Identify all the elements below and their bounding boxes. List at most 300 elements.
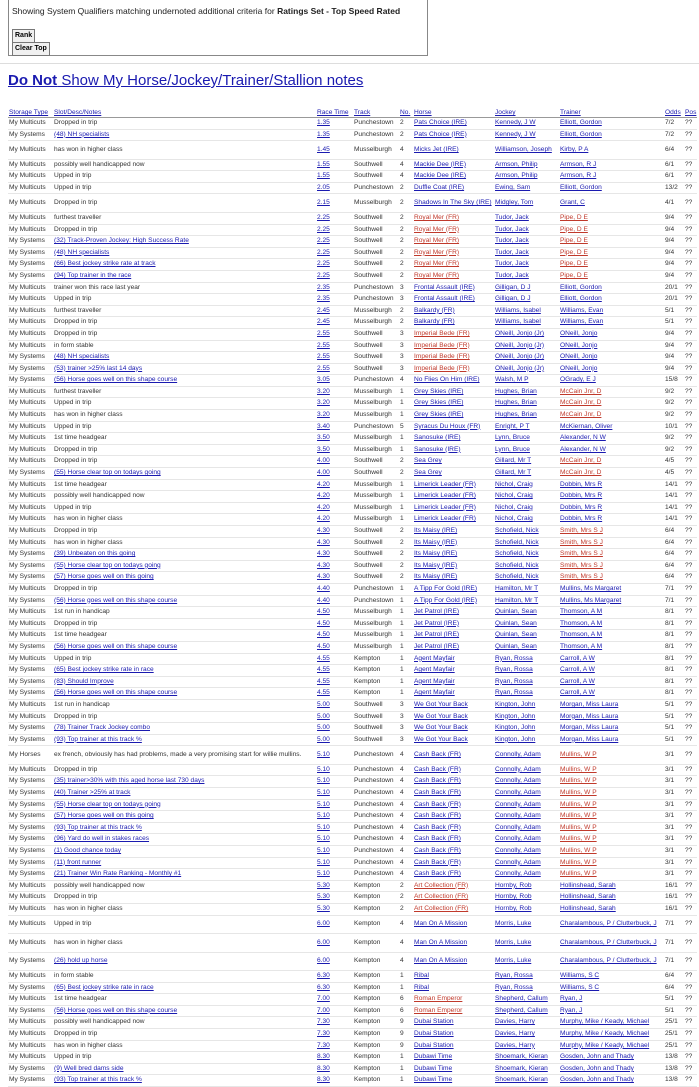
cell-horse[interactable]: Man On A Mission bbox=[413, 934, 494, 953]
cell-horse[interactable]: Cash Back (FR) bbox=[413, 799, 494, 811]
cell-trainer[interactable]: Morgan, Miss Laura bbox=[559, 711, 664, 723]
cell-trainer[interactable]: Hollinshead, Sarah bbox=[559, 880, 664, 892]
cell-trainer[interactable]: McCain Jnr, D bbox=[559, 398, 664, 410]
cell-horse[interactable]: Imperial Bede (FR) bbox=[413, 340, 494, 352]
cell-race-time[interactable]: 4.00 bbox=[316, 456, 353, 468]
cell-slot-desc[interactable]: (48) NH specialists bbox=[53, 129, 316, 141]
cell-slot-desc[interactable]: (26) hold up horse bbox=[53, 952, 316, 971]
cell-race-time[interactable]: 4.40 bbox=[316, 583, 353, 595]
cell-jockey[interactable]: Shoemark, Kieran bbox=[494, 1063, 559, 1075]
cell-jockey[interactable]: Hamilton, Mr T bbox=[494, 583, 559, 595]
cell-horse[interactable]: Cash Back (FR) bbox=[413, 776, 494, 788]
cell-jockey[interactable]: Schofield, Nick bbox=[494, 549, 559, 561]
cell-slot-desc[interactable]: (21) Trainer Win Rate Ranking - Monthly #1 bbox=[53, 869, 316, 881]
col-odds[interactable]: Odds bbox=[664, 97, 684, 118]
rank-button[interactable]: Rank bbox=[12, 29, 35, 43]
cell-horse[interactable]: Frontal Assault (IRE) bbox=[413, 282, 494, 294]
cell-race-time[interactable]: 6.30 bbox=[316, 982, 353, 994]
cell-jockey[interactable]: Connolly, Adam bbox=[494, 764, 559, 776]
cell-race-time[interactable]: 4.20 bbox=[316, 491, 353, 503]
cell-jockey[interactable]: Tudor, Jack bbox=[494, 212, 559, 224]
cell-race-time[interactable]: 4.00 bbox=[316, 468, 353, 480]
cell-horse[interactable]: Royal Mer (FR) bbox=[413, 259, 494, 271]
cell-trainer[interactable]: Murphy, Mike / Keady, Michael bbox=[559, 1017, 664, 1029]
cell-jockey[interactable]: Shoemark, Kieran bbox=[494, 1075, 559, 1087]
cell-slot-desc[interactable]: (9) Well bred dams side bbox=[53, 1063, 316, 1075]
cell-slot-desc[interactable]: (48) NH specialists bbox=[53, 247, 316, 259]
cell-trainer[interactable]: Gosden, John and Thady bbox=[559, 1052, 664, 1064]
cell-horse[interactable]: Jet Patrol (IRE) bbox=[413, 607, 494, 619]
cell-trainer[interactable]: Mullins, W P bbox=[559, 822, 664, 834]
cell-trainer[interactable]: Gosden, John and Thady bbox=[559, 1075, 664, 1087]
cell-trainer[interactable]: Morgan, Miss Laura bbox=[559, 699, 664, 711]
cell-slot-desc[interactable]: (96) Yard do well in stakes races bbox=[53, 834, 316, 846]
cell-jockey[interactable]: Tudor, Jack bbox=[494, 270, 559, 282]
cell-horse[interactable]: Dubai Station bbox=[413, 1040, 494, 1052]
notes-do-not[interactable]: Do Not bbox=[8, 72, 58, 89]
cell-horse[interactable]: Dubai Station bbox=[413, 1028, 494, 1040]
cell-jockey[interactable]: Walsh, M P bbox=[494, 375, 559, 387]
cell-race-time[interactable]: 4.55 bbox=[316, 665, 353, 677]
cell-horse[interactable]: No Flies On Him (IRE) bbox=[413, 375, 494, 387]
cell-horse[interactable]: Shadows In The Sky (IRE) bbox=[413, 194, 494, 213]
cell-race-time[interactable]: 4.50 bbox=[316, 630, 353, 642]
cell-jockey[interactable]: Tudor, Jack bbox=[494, 247, 559, 259]
cell-race-time[interactable]: 7.00 bbox=[316, 1005, 353, 1017]
cell-race-time[interactable]: 4.50 bbox=[316, 641, 353, 653]
cell-race-time[interactable]: 2.25 bbox=[316, 270, 353, 282]
cell-race-time[interactable]: 5.10 bbox=[316, 869, 353, 881]
cell-trainer[interactable]: Elliott, Gordon bbox=[559, 129, 664, 141]
cell-race-time[interactable]: 5.30 bbox=[316, 903, 353, 915]
cell-race-time[interactable]: 2.55 bbox=[316, 352, 353, 364]
notes-toggle-link[interactable] bbox=[8, 72, 363, 89]
cell-slot-desc[interactable]: (56) Horse goes well on this shape course bbox=[53, 375, 316, 387]
cell-horse[interactable]: Royal Mer (FR) bbox=[413, 224, 494, 236]
cell-race-time[interactable]: 6.30 bbox=[316, 971, 353, 983]
cell-trainer[interactable]: Morgan, Miss Laura bbox=[559, 723, 664, 735]
cell-jockey[interactable]: Hornby, Rob bbox=[494, 892, 559, 904]
cell-trainer[interactable]: Williams, Evan bbox=[559, 305, 664, 317]
cell-race-time[interactable]: 1.45 bbox=[316, 141, 353, 160]
cell-trainer[interactable]: Pipe, D E bbox=[559, 224, 664, 236]
cell-trainer[interactable]: Ryan, J bbox=[559, 1005, 664, 1017]
cell-horse[interactable]: Dubawi Time bbox=[413, 1075, 494, 1087]
cell-jockey[interactable]: Davies, Harry bbox=[494, 1040, 559, 1052]
cell-trainer[interactable]: Mullins, W P bbox=[559, 845, 664, 857]
cell-jockey[interactable]: Morris, Luke bbox=[494, 934, 559, 953]
cell-race-time[interactable]: 2.45 bbox=[316, 305, 353, 317]
cell-slot-desc[interactable]: (56) Horse goes well on this shape course bbox=[53, 1005, 316, 1017]
cell-trainer[interactable]: Mullins, W P bbox=[559, 776, 664, 788]
cell-race-time[interactable]: 1.55 bbox=[316, 159, 353, 171]
cell-race-time[interactable]: 5.10 bbox=[316, 787, 353, 799]
cell-jockey[interactable]: Ryan, Rossa bbox=[494, 665, 559, 677]
cell-jockey[interactable]: Davies, Harry bbox=[494, 1028, 559, 1040]
cell-trainer[interactable]: Armson, R J bbox=[559, 159, 664, 171]
cell-race-time[interactable]: 3.20 bbox=[316, 398, 353, 410]
cell-trainer[interactable]: Elliott, Gordon bbox=[559, 118, 664, 130]
cell-trainer[interactable]: Mullins, W P bbox=[559, 811, 664, 823]
cell-jockey[interactable]: Quinlan, Sean bbox=[494, 618, 559, 630]
cell-jockey[interactable]: Connolly, Adam bbox=[494, 857, 559, 869]
cell-jockey[interactable]: Kington, John bbox=[494, 699, 559, 711]
cell-jockey[interactable]: Williamson, Joseph bbox=[494, 141, 559, 160]
cell-slot-desc[interactable]: (56) Horse goes well on this shape course bbox=[53, 595, 316, 607]
cell-jockey[interactable]: Hughes, Brian bbox=[494, 410, 559, 422]
cell-race-time[interactable]: 2.25 bbox=[316, 236, 353, 248]
cell-slot-desc[interactable]: (65) Best jockey strike rate in race bbox=[53, 665, 316, 677]
col-jockey[interactable]: Jockey bbox=[494, 97, 559, 118]
cell-slot-desc[interactable]: (83) Should Improve bbox=[53, 676, 316, 688]
cell-jockey[interactable]: Connolly, Adam bbox=[494, 746, 559, 765]
cell-horse[interactable]: Man On A Mission bbox=[413, 952, 494, 971]
cell-slot-desc[interactable]: (55) Horse clear top on todays going bbox=[53, 468, 316, 480]
cell-trainer[interactable]: Mullins, W P bbox=[559, 857, 664, 869]
cell-slot-desc[interactable]: (40) Trainer >25% at track bbox=[53, 787, 316, 799]
cell-slot-desc[interactable]: (66) Best jockey strike rate at track bbox=[53, 259, 316, 271]
cell-horse[interactable]: Imperial Bede (FR) bbox=[413, 363, 494, 375]
cell-horse[interactable]: Sanosuke (IRE) bbox=[413, 433, 494, 445]
cell-horse[interactable]: Roman Emperor bbox=[413, 994, 494, 1006]
cell-race-time[interactable]: 2.25 bbox=[316, 259, 353, 271]
cell-slot-desc[interactable]: (11) front runner bbox=[53, 857, 316, 869]
cell-jockey[interactable]: Nichol, Craig bbox=[494, 514, 559, 526]
cell-race-time[interactable]: 6.00 bbox=[316, 934, 353, 953]
cell-jockey[interactable]: Kennedy, J W bbox=[494, 129, 559, 141]
cell-jockey[interactable]: Ewing, Sam bbox=[494, 182, 559, 194]
cell-jockey[interactable]: Nichol, Craig bbox=[494, 502, 559, 514]
cell-horse[interactable]: Art Collection (FR) bbox=[413, 880, 494, 892]
cell-slot-desc[interactable]: (32) Track-Proven Jockey: High Success Rate bbox=[53, 236, 316, 248]
cell-horse[interactable]: We Got Your Back bbox=[413, 711, 494, 723]
cell-jockey[interactable]: Ryan, Rossa bbox=[494, 676, 559, 688]
cell-slot-desc[interactable]: (35) trainer>30% with this aged horse last 730 days bbox=[53, 776, 316, 788]
cell-trainer[interactable]: Carroll, A W bbox=[559, 688, 664, 700]
cell-race-time[interactable]: 5.00 bbox=[316, 723, 353, 735]
cell-horse[interactable]: Micks Jet (IRE) bbox=[413, 141, 494, 160]
cell-horse[interactable]: Art Collection (FR) bbox=[413, 903, 494, 915]
cell-trainer[interactable]: Dobbin, Mrs R bbox=[559, 502, 664, 514]
cell-horse[interactable]: Jet Patrol (IRE) bbox=[413, 618, 494, 630]
cell-jockey[interactable]: Williams, Isabel bbox=[494, 305, 559, 317]
cell-jockey[interactable]: Midgley, Tom bbox=[494, 194, 559, 213]
cell-trainer[interactable]: Pipe, D E bbox=[559, 270, 664, 282]
cell-jockey[interactable]: Gillard, Mr T bbox=[494, 468, 559, 480]
cell-race-time[interactable]: 7.30 bbox=[316, 1040, 353, 1052]
cell-race-time[interactable]: 5.10 bbox=[316, 776, 353, 788]
cell-horse[interactable]: Cash Back (FR) bbox=[413, 834, 494, 846]
cell-jockey[interactable]: Gilligan, D J bbox=[494, 294, 559, 306]
cell-race-time[interactable]: 5.10 bbox=[316, 834, 353, 846]
cell-jockey[interactable]: Ryan, Rossa bbox=[494, 653, 559, 665]
cell-horse[interactable]: Limerick Leader (FR) bbox=[413, 491, 494, 503]
cell-jockey[interactable]: Quinlan, Sean bbox=[494, 607, 559, 619]
cell-horse[interactable]: Grey Skies (IRE) bbox=[413, 386, 494, 398]
cell-jockey[interactable]: Lynn, Bruce bbox=[494, 433, 559, 445]
cell-horse[interactable]: We Got Your Back bbox=[413, 734, 494, 746]
cell-trainer[interactable]: Hollinshead, Sarah bbox=[559, 892, 664, 904]
cell-horse[interactable]: Cash Back (FR) bbox=[413, 869, 494, 881]
cell-jockey[interactable]: Morris, Luke bbox=[494, 952, 559, 971]
cell-trainer[interactable]: Pipe, D E bbox=[559, 236, 664, 248]
cell-horse[interactable]: Roman Emperor bbox=[413, 1005, 494, 1017]
cell-jockey[interactable]: Ryan, Rossa bbox=[494, 688, 559, 700]
cell-trainer[interactable]: Williams, Evan bbox=[559, 317, 664, 329]
cell-horse[interactable]: We Got Your Back bbox=[413, 699, 494, 711]
cell-jockey[interactable]: Shepherd, Callum bbox=[494, 1005, 559, 1017]
cell-horse[interactable]: Limerick Leader (FR) bbox=[413, 502, 494, 514]
cell-slot-desc[interactable]: (48) NH specialists bbox=[53, 352, 316, 364]
cell-race-time[interactable]: 2.15 bbox=[316, 194, 353, 213]
cell-slot-desc[interactable]: (55) Horse clear top on todays going bbox=[53, 560, 316, 572]
cell-race-time[interactable]: 4.40 bbox=[316, 595, 353, 607]
cell-jockey[interactable]: Connolly, Adam bbox=[494, 799, 559, 811]
cell-race-time[interactable]: 2.55 bbox=[316, 328, 353, 340]
cell-jockey[interactable]: Connolly, Adam bbox=[494, 845, 559, 857]
cell-horse[interactable]: Agent Mayfair bbox=[413, 676, 494, 688]
cell-slot-desc[interactable]: (56) Horse goes well on this shape course bbox=[53, 688, 316, 700]
cell-slot-desc[interactable]: (94) Top trainer in the race bbox=[53, 270, 316, 282]
cell-trainer[interactable]: Smith, Mrs S J bbox=[559, 549, 664, 561]
cell-race-time[interactable]: 6.00 bbox=[316, 952, 353, 971]
cell-jockey[interactable]: Schofield, Nick bbox=[494, 572, 559, 584]
cell-trainer[interactable]: Mullins, W P bbox=[559, 787, 664, 799]
cell-trainer[interactable]: Pipe, D E bbox=[559, 212, 664, 224]
cell-jockey[interactable]: Ryan, Rossa bbox=[494, 982, 559, 994]
cell-race-time[interactable]: 5.10 bbox=[316, 857, 353, 869]
cell-slot-desc[interactable]: (39) Unbeaten on this going bbox=[53, 549, 316, 561]
cell-trainer[interactable]: Charalambous, P / Clutterbuck, J bbox=[559, 934, 664, 953]
cell-jockey[interactable]: Schofield, Nick bbox=[494, 537, 559, 549]
cell-race-time[interactable]: 4.55 bbox=[316, 688, 353, 700]
cell-horse[interactable]: Art Collection (FR) bbox=[413, 892, 494, 904]
cell-race-time[interactable]: 5.30 bbox=[316, 880, 353, 892]
cell-trainer[interactable]: Elliott, Gordon bbox=[559, 282, 664, 294]
col-horse[interactable]: Horse bbox=[413, 97, 494, 118]
cell-race-time[interactable]: 7.30 bbox=[316, 1017, 353, 1029]
cell-race-time[interactable]: 3.20 bbox=[316, 410, 353, 422]
cell-horse[interactable]: Cash Back (FR) bbox=[413, 746, 494, 765]
cell-slot-desc[interactable]: (53) trainer >25% last 14 days bbox=[53, 363, 316, 375]
cell-trainer[interactable]: Carroll, A W bbox=[559, 665, 664, 677]
cell-horse[interactable]: A Tipp For Gold (IRE) bbox=[413, 595, 494, 607]
col-trainer[interactable]: Trainer bbox=[559, 97, 664, 118]
cell-jockey[interactable]: Kington, John bbox=[494, 723, 559, 735]
cell-horse[interactable]: Duffle Coat (IRE) bbox=[413, 182, 494, 194]
cell-race-time[interactable]: 8.30 bbox=[316, 1075, 353, 1087]
cell-race-time[interactable]: 4.50 bbox=[316, 618, 353, 630]
cell-jockey[interactable]: Connolly, Adam bbox=[494, 776, 559, 788]
cell-horse[interactable]: Dubawi Time bbox=[413, 1063, 494, 1075]
cell-race-time[interactable]: 1.55 bbox=[316, 171, 353, 183]
cell-horse[interactable]: Its Maisy (IRE) bbox=[413, 560, 494, 572]
cell-jockey[interactable]: Tudor, Jack bbox=[494, 224, 559, 236]
cell-horse[interactable]: Mackie Dee (IRE) bbox=[413, 159, 494, 171]
cell-jockey[interactable]: Tudor, Jack bbox=[494, 236, 559, 248]
cell-race-time[interactable]: 3.50 bbox=[316, 444, 353, 456]
cell-trainer[interactable]: Elliott, Gordon bbox=[559, 182, 664, 194]
cell-trainer[interactable]: Mullins, W P bbox=[559, 799, 664, 811]
cell-slot-desc[interactable]: (55) Horse clear top on todays going bbox=[53, 799, 316, 811]
cell-jockey[interactable]: ONeill, Jonjo (Jr) bbox=[494, 328, 559, 340]
cell-trainer[interactable]: Williams, S C bbox=[559, 971, 664, 983]
cell-slot-desc[interactable]: (1) Good chance today bbox=[53, 845, 316, 857]
cell-trainer[interactable]: Gosden, John and Thady bbox=[559, 1063, 664, 1075]
cell-trainer[interactable]: McCain Jnr, D bbox=[559, 410, 664, 422]
cell-trainer[interactable]: Murphy, Mike / Keady, Michael bbox=[559, 1028, 664, 1040]
cell-trainer[interactable]: Ryan, J bbox=[559, 994, 664, 1006]
cell-trainer[interactable]: Kirby, P A bbox=[559, 141, 664, 160]
cell-trainer[interactable]: Thomson, A M bbox=[559, 607, 664, 619]
cell-trainer[interactable]: ONeill, Jonjo bbox=[559, 340, 664, 352]
cell-horse[interactable]: Sea Grey bbox=[413, 468, 494, 480]
cell-race-time[interactable]: 5.10 bbox=[316, 822, 353, 834]
cell-trainer[interactable]: Pipe, D E bbox=[559, 247, 664, 259]
cell-jockey[interactable]: Hamilton, Mr T bbox=[494, 595, 559, 607]
cell-race-time[interactable]: 5.00 bbox=[316, 734, 353, 746]
cell-jockey[interactable]: ONeill, Jonjo (Jr) bbox=[494, 340, 559, 352]
cell-race-time[interactable]: 4.30 bbox=[316, 537, 353, 549]
cell-slot-desc[interactable]: (93) Top trainer at this track % bbox=[53, 822, 316, 834]
cell-trainer[interactable]: ONeill, Jonjo bbox=[559, 352, 664, 364]
cell-horse[interactable]: We Got Your Back bbox=[413, 723, 494, 735]
cell-horse[interactable]: Cash Back (FR) bbox=[413, 822, 494, 834]
cell-slot-desc[interactable]: (93) Top trainer at this track % bbox=[53, 1075, 316, 1087]
cell-jockey[interactable]: ONeill, Jonjo (Jr) bbox=[494, 363, 559, 375]
cell-jockey[interactable]: Hornby, Rob bbox=[494, 903, 559, 915]
cell-jockey[interactable]: Nichol, Craig bbox=[494, 479, 559, 491]
cell-horse[interactable]: Cash Back (FR) bbox=[413, 811, 494, 823]
cell-trainer[interactable]: Mullins, W P bbox=[559, 746, 664, 765]
cell-slot-desc[interactable]: (57) Horse goes well on this going bbox=[53, 811, 316, 823]
cell-horse[interactable]: Jet Patrol (IRE) bbox=[413, 641, 494, 653]
cell-race-time[interactable]: 3.40 bbox=[316, 421, 353, 433]
cell-race-time[interactable]: 4.20 bbox=[316, 514, 353, 526]
cell-jockey[interactable]: Armson, Philip bbox=[494, 171, 559, 183]
cell-race-time[interactable]: 5.10 bbox=[316, 811, 353, 823]
notes-rest[interactable]: Show My Horse/Jockey/Trainer/Stallion notes bbox=[57, 72, 364, 89]
cell-trainer[interactable]: McCain Jnr, D bbox=[559, 468, 664, 480]
col-storage-type[interactable]: Storage Type bbox=[8, 97, 53, 118]
cell-jockey[interactable]: Morris, Luke bbox=[494, 915, 559, 934]
cell-race-time[interactable]: 4.30 bbox=[316, 526, 353, 538]
cell-jockey[interactable]: Hughes, Brian bbox=[494, 386, 559, 398]
cell-jockey[interactable]: Connolly, Adam bbox=[494, 822, 559, 834]
cell-trainer[interactable]: Thomson, A M bbox=[559, 641, 664, 653]
cell-jockey[interactable]: Connolly, Adam bbox=[494, 811, 559, 823]
cell-trainer[interactable]: Morgan, Miss Laura bbox=[559, 734, 664, 746]
cell-race-time[interactable]: 4.55 bbox=[316, 676, 353, 688]
cell-race-time[interactable]: 4.20 bbox=[316, 502, 353, 514]
cell-race-time[interactable]: 4.50 bbox=[316, 607, 353, 619]
cell-horse[interactable]: Dubawi Time bbox=[413, 1052, 494, 1064]
cell-trainer[interactable]: Charalambous, P / Clutterbuck, J bbox=[559, 952, 664, 971]
cell-race-time[interactable]: 2.55 bbox=[316, 363, 353, 375]
cell-horse[interactable]: Ribal bbox=[413, 971, 494, 983]
cell-horse[interactable]: Grey Skies (IRE) bbox=[413, 398, 494, 410]
cell-trainer[interactable]: Carroll, A W bbox=[559, 653, 664, 665]
cell-horse[interactable]: Limerick Leader (FR) bbox=[413, 514, 494, 526]
cell-horse[interactable]: Sanosuke (IRE) bbox=[413, 444, 494, 456]
cell-jockey[interactable]: Davies, Harry bbox=[494, 1017, 559, 1029]
cell-horse[interactable]: Man On A Mission bbox=[413, 915, 494, 934]
cell-jockey[interactable]: Gillard, Mr T bbox=[494, 456, 559, 468]
cell-horse[interactable]: Dubai Station bbox=[413, 1017, 494, 1029]
cell-horse[interactable]: Its Maisy (IRE) bbox=[413, 537, 494, 549]
cell-race-time[interactable]: 2.35 bbox=[316, 282, 353, 294]
cell-race-time[interactable]: 8.30 bbox=[316, 1063, 353, 1075]
cell-race-time[interactable]: 2.25 bbox=[316, 247, 353, 259]
cell-jockey[interactable]: Shepherd, Callum bbox=[494, 994, 559, 1006]
clear-top-button[interactable]: Clear Top bbox=[12, 42, 50, 56]
cell-race-time[interactable]: 5.10 bbox=[316, 746, 353, 765]
cell-jockey[interactable]: Shoemark, Kieran bbox=[494, 1052, 559, 1064]
cell-horse[interactable]: Imperial Bede (FR) bbox=[413, 328, 494, 340]
cell-horse[interactable]: Balkardy (FR) bbox=[413, 305, 494, 317]
cell-race-time[interactable]: 4.30 bbox=[316, 560, 353, 572]
cell-slot-desc[interactable]: (57) Horse goes well on this going bbox=[53, 572, 316, 584]
cell-horse[interactable]: Its Maisy (IRE) bbox=[413, 526, 494, 538]
cell-trainer[interactable]: Smith, Mrs S J bbox=[559, 560, 664, 572]
cell-horse[interactable]: Limerick Leader (FR) bbox=[413, 479, 494, 491]
cell-jockey[interactable]: Enright, P T bbox=[494, 421, 559, 433]
cell-horse[interactable]: Imperial Bede (FR) bbox=[413, 352, 494, 364]
cell-trainer[interactable]: Alexander, N W bbox=[559, 444, 664, 456]
cell-race-time[interactable]: 2.25 bbox=[316, 224, 353, 236]
cell-horse[interactable]: A Tipp For Gold (IRE) bbox=[413, 583, 494, 595]
cell-trainer[interactable]: Alexander, N W bbox=[559, 433, 664, 445]
cell-race-time[interactable]: 7.00 bbox=[316, 994, 353, 1006]
cell-jockey[interactable]: Schofield, Nick bbox=[494, 526, 559, 538]
cell-trainer[interactable]: OGrady, E J bbox=[559, 375, 664, 387]
cell-trainer[interactable]: Elliott, Gordon bbox=[559, 294, 664, 306]
cell-horse[interactable]: Pats Choice (IRE) bbox=[413, 129, 494, 141]
cell-jockey[interactable]: Kington, John bbox=[494, 734, 559, 746]
cell-trainer[interactable]: Mullins, W P bbox=[559, 764, 664, 776]
cell-jockey[interactable]: ONeill, Jonjo (Jr) bbox=[494, 352, 559, 364]
cell-trainer[interactable]: McKiernan, Oliver bbox=[559, 421, 664, 433]
cell-horse[interactable]: Cash Back (FR) bbox=[413, 845, 494, 857]
cell-jockey[interactable]: Hornby, Rob bbox=[494, 880, 559, 892]
cell-slot-desc[interactable]: (93) Top trainer at this track % bbox=[53, 734, 316, 746]
cell-trainer[interactable]: Pipe, D E bbox=[559, 259, 664, 271]
cell-trainer[interactable]: Thomson, A M bbox=[559, 630, 664, 642]
cell-race-time[interactable]: 2.35 bbox=[316, 294, 353, 306]
cell-race-time[interactable]: 7.30 bbox=[316, 1028, 353, 1040]
cell-trainer[interactable]: Grant, C bbox=[559, 194, 664, 213]
cell-race-time[interactable]: 3.50 bbox=[316, 433, 353, 445]
cell-trainer[interactable]: Smith, Mrs S J bbox=[559, 537, 664, 549]
cell-horse[interactable]: Jet Patrol (IRE) bbox=[413, 630, 494, 642]
col-no[interactable]: No. bbox=[399, 97, 413, 118]
cell-trainer[interactable]: Armson, R J bbox=[559, 171, 664, 183]
cell-race-time[interactable]: 2.55 bbox=[316, 340, 353, 352]
cell-jockey[interactable]: Connolly, Adam bbox=[494, 834, 559, 846]
cell-jockey[interactable]: Connolly, Adam bbox=[494, 787, 559, 799]
cell-horse[interactable]: Pats Choice (IRE) bbox=[413, 118, 494, 130]
cell-jockey[interactable]: Kennedy, J W bbox=[494, 118, 559, 130]
cell-trainer[interactable]: Mullins, Ms Margaret bbox=[559, 583, 664, 595]
cell-horse[interactable]: Sea Grey bbox=[413, 456, 494, 468]
cell-trainer[interactable]: Carroll, A W bbox=[559, 676, 664, 688]
cell-slot-desc[interactable]: (65) Best jockey strike rate in race bbox=[53, 982, 316, 994]
cell-horse[interactable]: Royal Mer (FR) bbox=[413, 247, 494, 259]
cell-slot-desc[interactable]: (78) Trainer Track Jockey combo bbox=[53, 723, 316, 735]
cell-trainer[interactable]: Thomson, A M bbox=[559, 618, 664, 630]
cell-jockey[interactable]: Armson, Philip bbox=[494, 159, 559, 171]
cell-trainer[interactable]: Charalambous, P / Clutterbuck, J bbox=[559, 915, 664, 934]
